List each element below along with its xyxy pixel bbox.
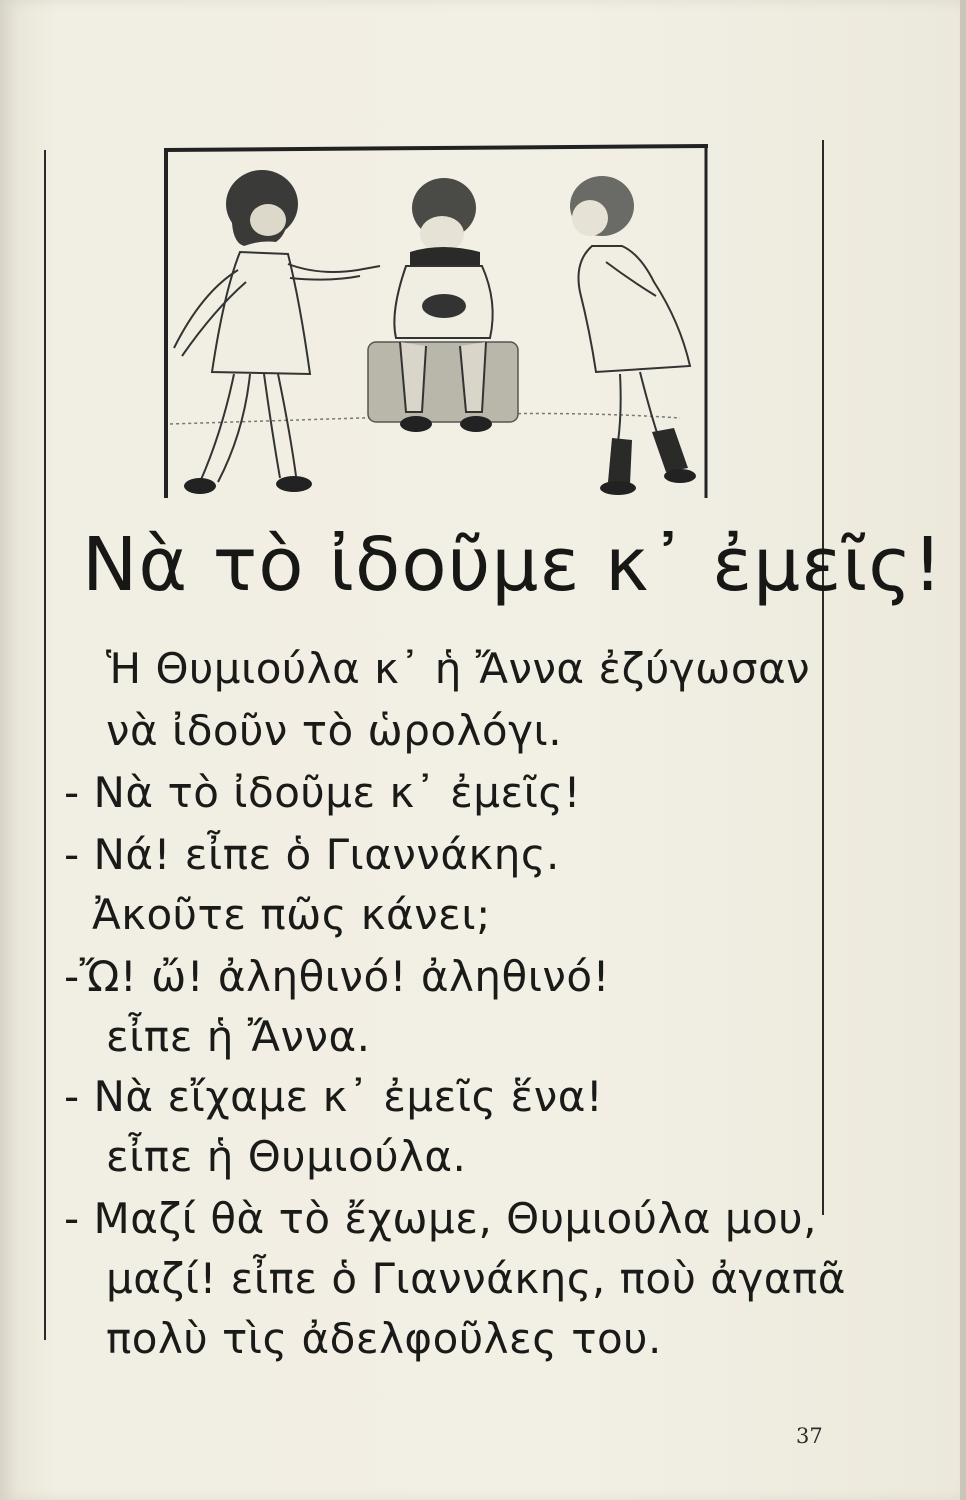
text-line-10: - Μαζί θὰ τὸ ἔχωμε, Θυμιούλα μου, — [64, 1194, 817, 1243]
lesson-title: Νὰ τὸ ἰδοῦμε κ᾿ ἐμεῖς! — [82, 522, 944, 608]
text-line-5: Ἀκοῦτε πῶς κάνει; — [92, 890, 491, 939]
text-line-11: μαζί! εἶπε ὁ Γιαννάκης, ποὺ ἀγαπᾶ — [106, 1254, 846, 1303]
children-listening-to-watch-illustration — [160, 142, 712, 504]
text-line-7: εἶπε ἡ Ἄννα. — [106, 1012, 371, 1061]
text-line-9: εἶπε ἡ Θυμιούλα. — [106, 1132, 467, 1181]
boy-with-watch-figure — [368, 178, 518, 432]
girl-right-figure — [570, 176, 696, 495]
left-margin-rule — [44, 150, 46, 1340]
text-line-6: -Ὤ! ὤ! ἀληθινό! ἀληθινό! — [64, 952, 610, 1001]
text-line-8: - Νὰ εἴχαμε κ᾿ ἐμεῖς ἕνα! — [64, 1072, 604, 1121]
text-line-12: πολὺ τὶς ἀδελφοῦλες του. — [106, 1314, 662, 1363]
text-line-1: Ἡ Θυμιούλα κ᾿ ἡ Ἄννα ἐζύγωσαν — [106, 644, 811, 693]
text-line-2: νὰ ἰδοῦν τὸ ὡρολόγι. — [106, 706, 563, 755]
girl-left-figure — [174, 170, 380, 494]
page-number: 37 — [796, 1424, 823, 1448]
text-line-3: - Νὰ τὸ ἰδοῦμε κ᾿ ἐμεῖς! — [64, 768, 581, 817]
right-margin-rule — [822, 140, 824, 1215]
text-line-4: - Νά! εἶπε ὁ Γιαννάκης. — [64, 830, 560, 879]
